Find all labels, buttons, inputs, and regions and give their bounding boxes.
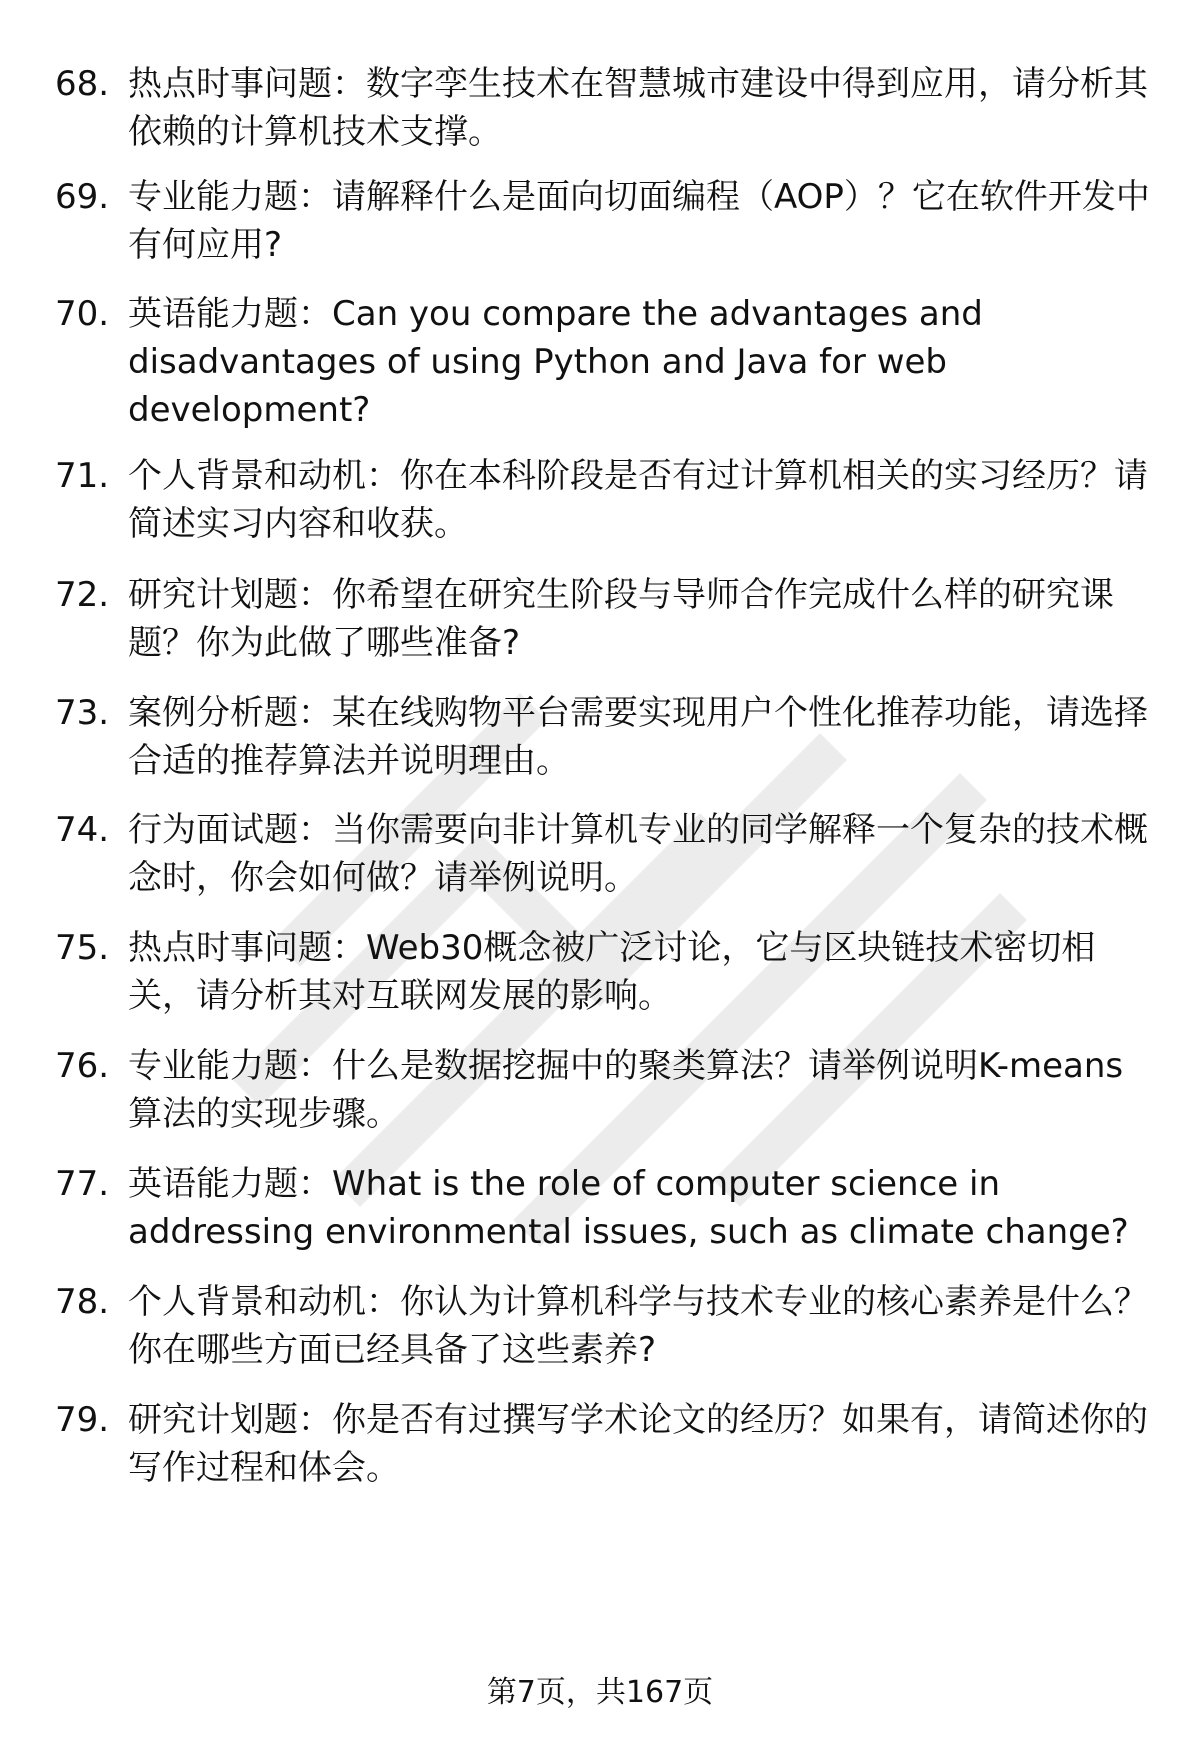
- question-number: 75.: [55, 928, 110, 968]
- question-text: 英语能力题：What is the role of computer science in addressing environmental issues, such as climate change?: [128, 1164, 1129, 1252]
- question-text: 热点时事问题：数字孪生技术在智慧城市建设中得到应用，请分析其依赖的计算机技术支撑。: [128, 64, 1148, 152]
- question-number: 74.: [55, 810, 110, 850]
- question-text: 研究计划题：你希望在研究生阶段与导师合作完成什么样的研究课题？你为此做了哪些准备?: [128, 575, 1114, 663]
- question-text: 个人背景和动机：你认为计算机科学与技术专业的核心素养是什么？你在哪些方面已经具备了这些素养?: [128, 1282, 1148, 1370]
- question-number: 73.: [55, 693, 110, 733]
- question-text: 个人背景和动机：你在本科阶段是否有过计算机相关的实习经历？请简述实习内容和收获。: [128, 456, 1148, 544]
- question-number: 70.: [55, 294, 110, 334]
- question-number: 77.: [55, 1164, 110, 1204]
- question-text: 热点时事问题：Web30概念被广泛讨论，它与区块链技术密切相关，请分析其对互联网发展的影响。: [128, 928, 1096, 1016]
- question-text: 研究计划题：你是否有过撰写学术论文的经历？如果有，请简述你的写作过程和体会。: [128, 1400, 1148, 1488]
- question-number: 71.: [55, 456, 110, 496]
- question-text: 英语能力题：Can you compare the advantages and disadvantages of using Python and Java for web development?: [128, 294, 983, 430]
- page-number-footer: 第7页，共167页: [486, 1675, 714, 1710]
- question-text: 案例分析题：某在线购物平台需要实现用户个性化推荐功能，请选择合适的推荐算法并说明理由。: [128, 693, 1148, 781]
- question-text: 行为面试题：当你需要向非计算机专业的同学解释一个复杂的技术概念时，你会如何做？请举例说明。: [128, 810, 1148, 898]
- question-number: 78.: [55, 1282, 110, 1322]
- question-number: 79.: [55, 1400, 110, 1440]
- question-number: 68.: [55, 64, 110, 104]
- question-number: 69.: [55, 177, 110, 217]
- question-text: 专业能力题：什么是数据挖掘中的聚类算法？请举例说明K-means算法的实现步骤。: [128, 1046, 1124, 1134]
- question-number: 72.: [55, 575, 110, 615]
- question-text: 专业能力题：请解释什么是面向切面编程（AOP）？它在软件开发中有何应用?: [128, 177, 1150, 265]
- question-number: 76.: [55, 1046, 110, 1086]
